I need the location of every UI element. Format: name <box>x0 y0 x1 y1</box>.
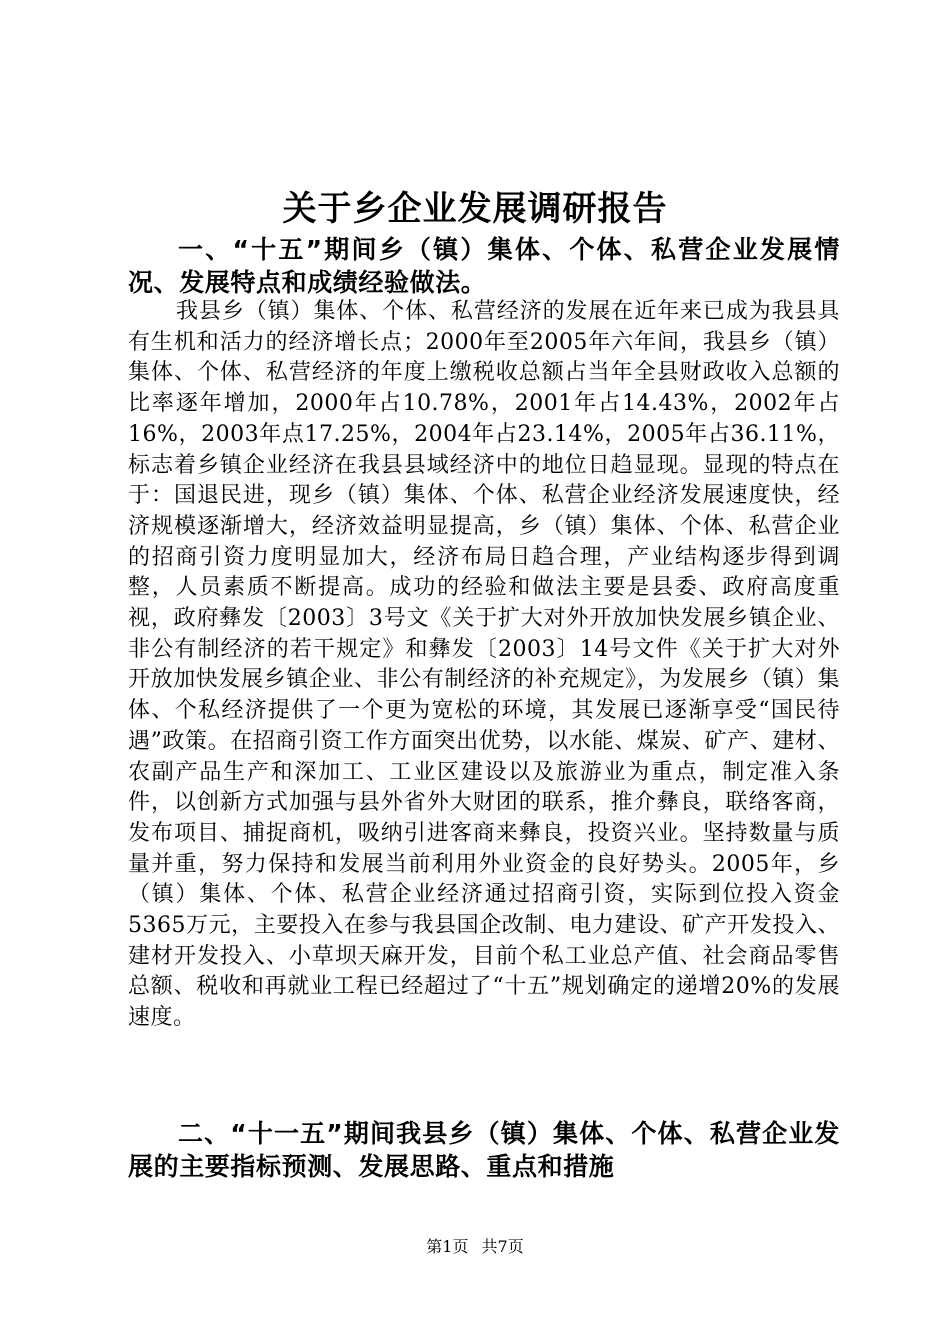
page-number-current: 第1页 <box>426 1237 469 1256</box>
section-heading-2: 二、“十一五”期间我县乡（镇）集体、个体、私营企业发展的主要指标预测、发展思路、重点和措施 <box>128 1119 840 1181</box>
page-number-total: 共7页 <box>481 1237 524 1256</box>
body-paragraph-1: 我县乡（镇）集体、个体、私营经济的发展在近年来已成为我县具有生机和活力的经济增长点；2000年至2005年六年间，我县乡（镇）集体、个体、私营经济的年度上缴税收总额占当年全县财政收入总额的比率逐年增加，2000年占10.78%，2001年占14.43%，2002年占16%，2003年点17.25%，2004年占23.14%，2005年占36.11%，标志着乡镇企业经济在我县县域经济中的地位日趋显现。显现的特点在于：国退民进，现乡（镇）集体、个体、私营企业经济发展速度快，经济规模逐渐增大，经济效益明显提高，乡（镇）集体、个体、私营企业的招商引资力度明显加大，经济布局日趋合理，产业结构逐步得到调整，人员素质不断提高。成功的经验和做法主要是县委、政府高度重视，政府彝发〔2003〕3号文《关于扩大对外开放加快发展乡镇企业、非公有制经济的若干规定》和彝发〔2003〕14号文件《关于扩大对外开放加快发展乡镇企业、非公有制经济的补充规定》，为发展乡（镇）集体、个私经济提供了一个更为宽松的环境，其发展已逐渐享受“国民待遇”政策。在招商引资工作方面突出优势，以水能、煤炭、矿产、建材、农副产品生产和深加工、工业区建设以及旅游业为重点，制定准入条件，以创新方式加强与县外省外大财团的联系，推介彝良，联络客商，发布项目、捕捉商机，吸纳引进客商来彝良，投资兴业。坚持数量与质量并重，努力保持和发展当前利用外业资金的良好势头。2005年，乡（镇）集体、个体、私营企业经济通过招商引资，实际到位投入资金5365万元，主要投入在参与我县国企改制、电力建设、矿产开发投入、建材开发投入、小草坝天麻开发，目前个私工业总产值、社会商品零售总额、税收和再就业工程已经超过了“十五”规划确定的递增20%的发展速度。 <box>128 299 840 1031</box>
section-heading-1: 一、“十五”期间乡（镇）集体、个体、私营企业发展情况、发展特点和成绩经验做法。 <box>128 235 840 297</box>
page-footer <box>0 1236 950 1258</box>
document-title: 关于乡企业发展调研报告 <box>282 189 668 229</box>
